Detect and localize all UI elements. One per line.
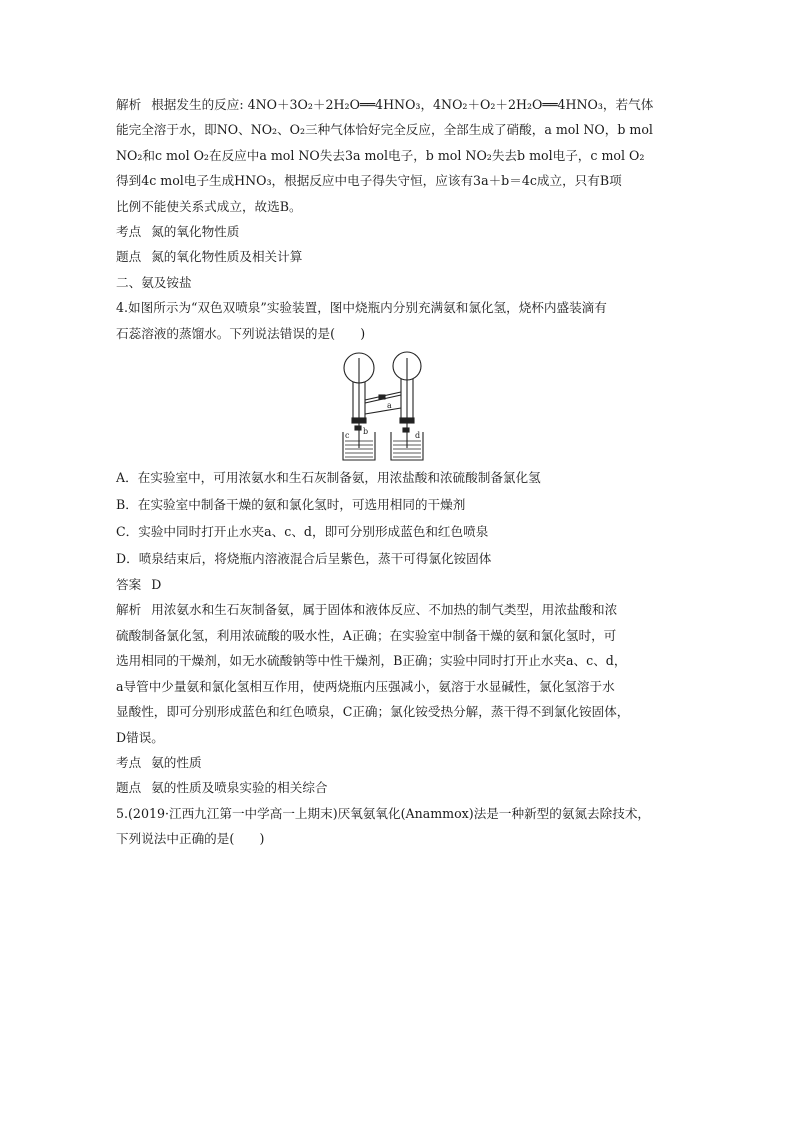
analysis-label: 解析 <box>116 97 142 112</box>
fountain-apparatus-figure <box>337 348 457 462</box>
q4-stem-line-2: 石蕊溶液的蒸馏水。下列说法错误的是( ) <box>116 325 366 341</box>
section-heading: 二、氨及铵盐 <box>116 274 192 290</box>
kaodian-2-text: 氨的性质 <box>151 754 202 770</box>
answer-label: 答案 <box>116 577 142 593</box>
q4-options <box>116 464 678 572</box>
analysis-2-line-3: 选用相同的干燥剂，如无水硫酸钠等中性干燥剂，B正确；实验中同时打开止水夹a、c、d， <box>116 653 627 669</box>
tidian-text: 氮的氧化物性质及相关计算 <box>151 249 303 265</box>
label-a: a <box>387 401 392 411</box>
left-stopper <box>352 418 366 423</box>
kaodian-1 <box>116 219 678 244</box>
q5-stem-line-1: 5.(2019·江西九江第一中学高一上期末)厌氧氨氧化(Anammox)法是一种新型的氨氮去除技术， <box>116 805 651 821</box>
kaodian-2 <box>116 750 678 775</box>
tidian-2-text: 氨的性质及喷泉实验的相关综合 <box>151 780 328 796</box>
tidian-1 <box>116 244 678 269</box>
option-b: B．在实验室中制备干燥的氨和氯化氢时，可选用相同的干燥剂 <box>116 497 466 513</box>
kaodian-text: 氮的氧化物性质 <box>151 224 240 240</box>
analysis-2 <box>116 597 678 749</box>
question-4-stem <box>116 295 678 346</box>
analysis-1-line-3: NO₂和c mol O₂在反应中a mol NO失去3a mol电子，b mol NO₂失去b mol电子，c mol O₂ <box>116 147 645 163</box>
analysis-2-line-4: a导管中少量氨和氯化氢相互作用，使两烧瓶内压强减小，氨溶于水显碱性，氯化氢溶于水 <box>116 678 615 694</box>
kaodian-2-label: 考点 <box>116 754 142 770</box>
clamp-d <box>403 428 409 432</box>
clamp-a <box>379 395 385 399</box>
option-c: C．实验中同时打开止水夹a、c、d，即可分别形成蓝色和红色喷泉 <box>116 524 489 540</box>
tidian-label: 题点 <box>116 249 142 265</box>
analysis-2-label: 解析 <box>116 602 142 618</box>
tidian-2 <box>116 775 678 800</box>
label-c: c <box>345 431 350 441</box>
analysis-1 <box>116 92 678 219</box>
analysis-2-line-6: D错误。 <box>116 729 164 745</box>
answer-value: D <box>151 577 162 593</box>
option-a: A．在实验室中，可用浓氨水和生石灰制备氨，用浓盐酸和浓硫酸制备氯化氢 <box>116 470 541 486</box>
right-stopper <box>400 418 414 423</box>
tidian-2-label: 题点 <box>116 780 142 796</box>
analysis-1-line-1: 根据发生的反应: 4NO＋3O₂＋2H₂O══4HNO₃，4NO₂＋O₂＋2H₂O══4HNO₃，若气体 <box>151 97 654 112</box>
q5-stem-line-2: 下列说法中正确的是( ) <box>116 831 265 847</box>
analysis-2-line-1: 用浓氨水和生石灰制备氨，属于固体和液体反应、不加热的制气类型，用浓盐酸和浓 <box>151 602 618 618</box>
label-b: b <box>363 427 369 437</box>
label-d: d <box>415 431 421 441</box>
q4-answer <box>116 572 678 597</box>
analysis-1-line-5: 比例不能使关系式成立，故选B。 <box>116 198 302 214</box>
question-5-stem <box>116 801 678 852</box>
kaodian-label: 考点 <box>116 224 142 240</box>
analysis-2-line-5: 显酸性，即可分别形成蓝色和红色喷泉，C正确；氯化铵受热分解，蒸干得不到氯化铵固体， <box>116 704 630 720</box>
option-d: D．喷泉结束后，将烧瓶内溶液混合后呈紫色，蒸干可得氯化铵固体 <box>116 551 492 567</box>
q4-stem-line-1: 4.如图所示为“双色双喷泉”实验装置，图中烧瓶内分别充满氨和氯化氢，烧杯内盛装滴有 <box>116 300 607 316</box>
analysis-2-line-2: 硫酸制备氯化氢，利用浓硫酸的吸水性，A正确；在实验室中制备干燥的氨和氯化氢时，可 <box>116 627 617 643</box>
analysis-1-line-2: 能完全溶于水，即NO、NO₂、O₂三种气体恰好完全反应，全部生成了硝酸，a mol NO，b mol <box>116 122 653 138</box>
document-page <box>116 92 678 852</box>
clamp-c <box>355 426 361 430</box>
analysis-1-line-4: 得到4c mol电子生成HNO₃，根据反应中电子得失守恒，应该有3a＋b＝4c成立，只有B项 <box>116 173 622 189</box>
